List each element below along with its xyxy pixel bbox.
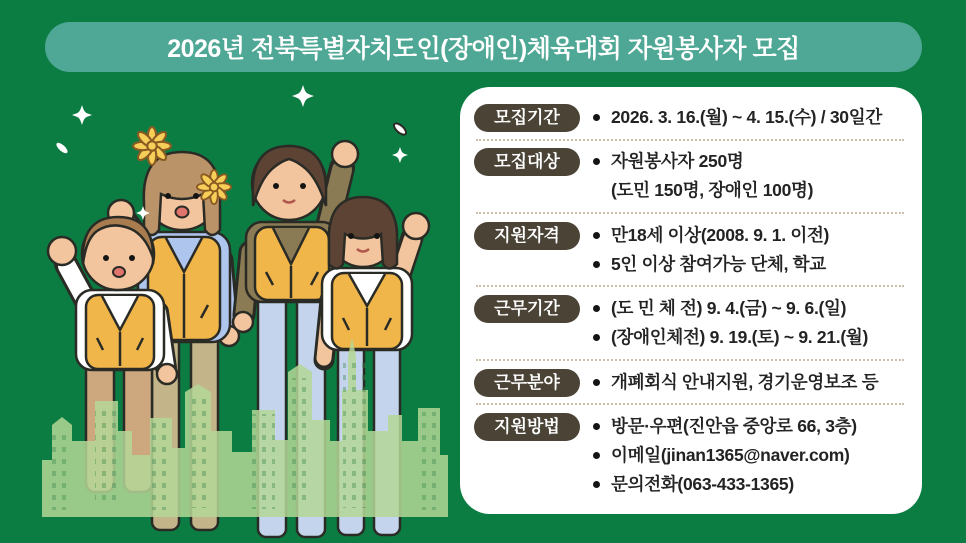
petal-icon	[55, 141, 69, 155]
info-text: 2026. 3. 16.(월) ~ 4. 15.(수) / 30일간	[611, 107, 882, 127]
info-section-5	[474, 365, 906, 400]
petal-icon	[392, 121, 408, 136]
bullet-icon	[593, 261, 600, 268]
dotted-divider	[476, 212, 904, 214]
dotted-divider	[476, 359, 904, 361]
info-line	[593, 250, 829, 279]
info-section-1	[474, 100, 906, 135]
fist	[48, 237, 76, 265]
bullet-icon	[593, 334, 600, 341]
info-section-2	[474, 144, 906, 208]
info-text: 자원봉사자 250명	[611, 151, 744, 172]
section-label-pill: 모집대상	[474, 148, 580, 176]
section-lines	[593, 294, 868, 352]
section-label-pill: 지원방법	[474, 413, 580, 441]
bullet-icon	[593, 232, 600, 239]
info-line	[593, 221, 829, 250]
section-lines	[593, 368, 878, 397]
bullet-icon	[593, 481, 600, 488]
info-text: 방문·우편(진안읍 중앙로 66, 3층)	[611, 415, 857, 436]
info-line	[593, 441, 857, 470]
info-text: (도 민 체 전) 9. 4.(금) ~ 9. 6.(일)	[611, 298, 847, 319]
section-lines	[593, 221, 829, 279]
info-text: 이메일(jinan1365@naver.com)	[611, 444, 850, 465]
section-label-pill: 지원자격	[474, 222, 580, 250]
info-line	[593, 323, 868, 352]
hand	[403, 213, 429, 239]
section-label-pill: 근무분야	[474, 369, 580, 397]
sparkle-flower-icon	[292, 85, 314, 107]
info-text: 5인 이상 참여가능 단체, 학교	[611, 253, 826, 274]
dotted-divider	[476, 285, 904, 287]
section-lines	[593, 147, 813, 205]
info-line	[593, 294, 868, 323]
info-section-3	[474, 218, 906, 282]
info-text: 문의전화(063-433-1365)	[611, 473, 794, 494]
sparkle-flower-icon	[72, 105, 92, 125]
title-banner	[45, 22, 922, 72]
volunteers-illustration	[0, 0, 460, 543]
info-line	[593, 470, 857, 499]
info-line	[593, 103, 882, 132]
sparkle-flower-icon	[392, 147, 408, 163]
info-text: 만18세 이상(2008. 9. 1. 이전)	[611, 224, 830, 245]
info-line	[593, 368, 878, 397]
bullet-icon	[593, 379, 600, 386]
info-card	[460, 87, 922, 514]
bullet-icon	[593, 305, 600, 312]
section-lines	[593, 103, 882, 132]
bullet-icon	[593, 114, 600, 121]
section-label-pill: 모집기간	[474, 104, 580, 132]
section-label-pill: 근무기간	[474, 295, 580, 323]
info-text: (도민 150명, 장애인 100명)	[611, 180, 814, 201]
bullet-icon	[593, 158, 600, 165]
dotted-divider	[476, 139, 904, 141]
info-line	[593, 147, 813, 176]
daisy-flower-icon	[197, 170, 231, 204]
info-section-4	[474, 291, 906, 355]
poster-title: 2026년 전북특별자치도인(장애인)체육대회 자원봉사자 모집	[167, 35, 800, 63]
dotted-divider	[476, 403, 904, 405]
section-lines	[593, 412, 857, 499]
bullet-icon	[593, 423, 600, 430]
hand	[332, 141, 358, 167]
info-text: (장애인체전) 9. 19.(토) ~ 9. 21.(월)	[611, 327, 868, 348]
info-text: 개폐회식 안내지원, 경기운영보조 등	[611, 371, 879, 392]
info-line	[593, 176, 813, 205]
bullet-icon	[593, 452, 600, 459]
info-section-6	[474, 409, 906, 502]
info-line	[593, 412, 857, 441]
daisy-flower-icon	[133, 127, 171, 165]
